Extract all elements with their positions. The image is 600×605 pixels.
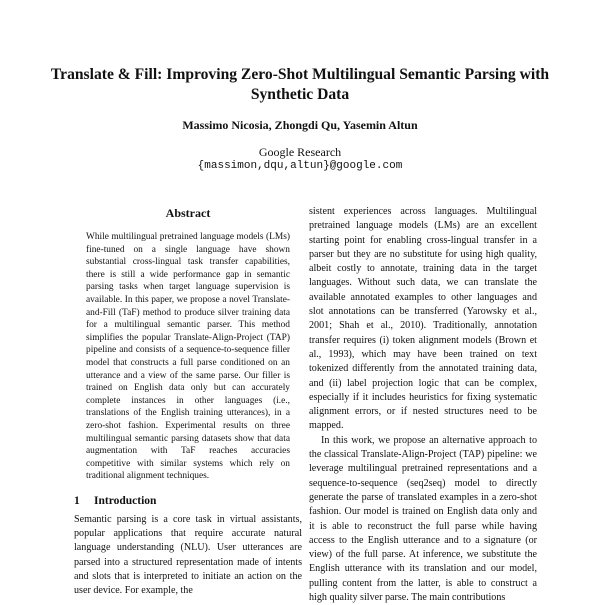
abstract-heading: Abstract <box>165 206 211 220</box>
body-paragraph: In this work, we propose an alternative approach to the classical Translate-Align-Project (TAP) pipeline: we leverage multilingual pretrained representations and a sequence-to-sequence (seq2seq) model to directly generate the parse of translated examples in a zero-shot fashion. Our model is trained on English data only and it is able to reconstruct the full parse while having access to the English utterance and to a signature (or view) of the full parse. At inference, we substitute the English utterance with its translation and our model, pulling content from the latter, is able to construct a high quality silver parse. The main contributions <box>309 434 537 604</box>
affiliation: Google Research <box>258 145 342 159</box>
section-number: 1 <box>74 494 80 507</box>
paper-title: Translate & Fill: Improving Zero-Shot Multilingual Semantic Parsing with Synthetic Data <box>50 66 550 103</box>
section-title: Introduction <box>94 494 157 507</box>
abstract-text: While multilingual pretrained language models (LMs) fine-tuned on a single language have shown substantial cross-lingual task transfer capabilities, there is still a wide performance gap in semantic parsing tasks when target language supervision is available. In this paper, we propose a novel Translate-and-Fill (TaF) method to produce silver training data for a multilingual semantic parser. This method simplifies the popular Translate-Align-Project (TAP) pipeline and consists of a sequence-to-sequence filler model that constructs a full parse conditioned on an utterance and a view of the same parse. Our filler is trained on English data only but can accurately complete instances in other languages (i.e., translations of the English training utterances), in a zero-shot fashion. Experimental results on three multilingual semantic parsing datasets show that data augmentation with TaF reaches accuracies competitive with similar systems which rely on traditional alignment techniques. <box>86 232 290 482</box>
author-list: Massimo Nicosia, Zhongdi Qu, Yasemin Altun <box>182 118 418 132</box>
body-paragraph-continued: sistent experiences across languages. Multilingual pretrained language models (LMs) are an excellent starting point for enabling cross-lingual transfer in a parser but they are no substitute for using high quality, albeit costly to annotate, training data in the target languages. Without such data, we can translate the available annotated examples to other languages and slot annotations can be transferred (Yarowsky et al., 2001; Shah et al., 2010). Traditionally, annotation transfer requires (i) token alignment models (Brown et al., 1993), which may have been trained on text tokenized differently from the annotated training data, and (ii) label projection logic that can be complex, especially if it includes heuristics for fixing systematic alignment errors, or if nested structures need to be mapped. <box>309 206 537 432</box>
left-column <box>74 205 302 599</box>
section-heading-introduction <box>74 494 302 509</box>
right-column <box>309 205 537 605</box>
introduction-paragraph: Semantic parsing is a core task in virtual assistants, popular applications that require accurate natural language understanding (NLU). User utterances are parsed into a structured representation made of intents and slots that is interpreted to initiate an action on the user device. For example, the <box>74 513 302 597</box>
author-email: {massimon,dqu,altun}@google.com <box>197 160 403 172</box>
